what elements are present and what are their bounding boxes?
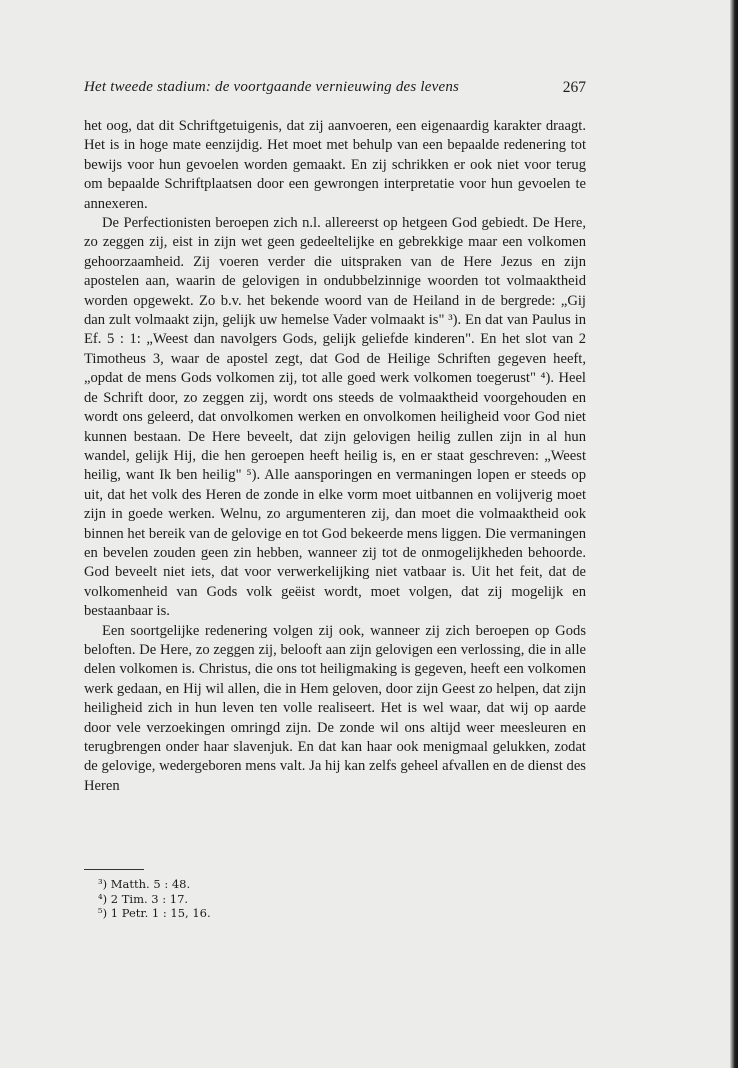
footnotes xyxy=(98,877,211,921)
footnote-3: ³) Matth. 5 : 48. xyxy=(98,877,191,891)
paragraph-1: het oog, dat dit Schriftgetuigenis, dat zij aanvoeren, een eigenaardig karakter draagt. Het is in hoge mate eenzijdig. Het moet met behulp van een bepaalde redenering tot bewijs voor hun gevoelen worden gemaakt. En zij schrikken er ook niet voor terug om bepaalde Schriftplaatsen door een gewrongen interpretatie voor hun gevoelen te annexeren. xyxy=(84,118,586,212)
body-text xyxy=(84,117,586,796)
footnote-divider xyxy=(84,869,144,870)
running-head: Het tweede stadium: de voortgaande vernieuwing des levens xyxy=(84,79,460,95)
page-edge-shadow xyxy=(730,0,738,1068)
page-header xyxy=(84,79,586,99)
paragraph-3: Een soortgelijke redenering volgen zij ook, wanneer zij zich beroepen op Gods beloften. De Here, zo zeggen zij, belooft aan zijn gelovigen een verlossing, die in alle delen volkomen is. Christus, die ons tot heiligmaking is gegeven, heeft een volkomen werk gedaan, en Hij wil allen, die in Hem geloven, door zijn Geest zo helpen, dat zijn heiligheid zich in hun leven ten volle realiseert. Het is wel waar, dat wij op aarde door vele verzoekingen omringd zijn. De zonde wil ons altijd weer meesleuren en terugbrengen onder haar slavenjuk. En dat kan haar ook menigmaal gelukken, zodat de gelovige, wedergeboren mens valt. Ja hij kan zelfs geheel afvallen en de dienst des Heren xyxy=(84,622,586,794)
paragraph-2: De Perfectionisten beroepen zich n.l. allereerst op hetgeen God gebiedt. De Here, zo zeggen zij, eist in zijn wet geen gedeeltelijke en gebrekkige maar een volkomen gehoorzaamheid. Zij voeren verder die uitspraken van de Here Jezus en zijn apostelen aan, waarin de gelovigen in ondubbelzinnige woorden tot volmaaktheid worden opgewekt. Zo b.v. het bekende woord van de Heiland in de bergrede: „Gij dan zult volmaakt zijn, gelijk uw hemelse Vader volmaakt is" ³). En dat van Paulus in Ef. 5 : 1: „Weest dan navolgers Gods, gelijk geliefde kinderen". En het slot van 2 Timotheus 3, waar de apostel zegt, dat God de Heilige Schriften gegeven heeft, „opdat de mens Gods volkomen zij, tot alle goed werk volkomen toegerust" ⁴). Heel de Schrift door, zo zeggen zij, wordt ons steeds de volmaaktheid voorgehouden en wordt ons geleerd, dat onvolkomen werken en onvolkomen heiligheid voor God niet kunnen bestaan. De Here beveelt, dat zijn gelovigen heilig zullen zijn in al hun wandel, gelijk Hij, die hen geroepen heeft heilig is, en er staat geschreven: „Weest heilig, want Ik ben heilig" ⁵). Alle aansporingen en vermaningen lopen er steeds op uit, dat het volk des Heren de zonde in elke vorm moet uitbannen en volijverig moet zijn in goede werken. Welnu, zo argumenteren zij, dan moet die volmaaktheid ook binnen het bereik van de gelovige en tot God bekeerde mens liggen. Die vermaningen en bevelen zouden geen zin hebben, wanneer zij tot de onmogelijkheden behoorde. God beveelt niet iets, dat voor verwerkelijking niet vatbaar is. Uit het feit, dat de volkomenheid van Gods volk geëist wordt, moet volgen, dat zij mogelijk en bestaanbaar is. xyxy=(84,215,586,620)
page-number: 267 xyxy=(562,79,586,96)
footnote-5: ⁵) 1 Petr. 1 : 15, 16. xyxy=(98,906,211,920)
footnote-4: ⁴) 2 Tim. 3 : 17. xyxy=(98,891,189,906)
